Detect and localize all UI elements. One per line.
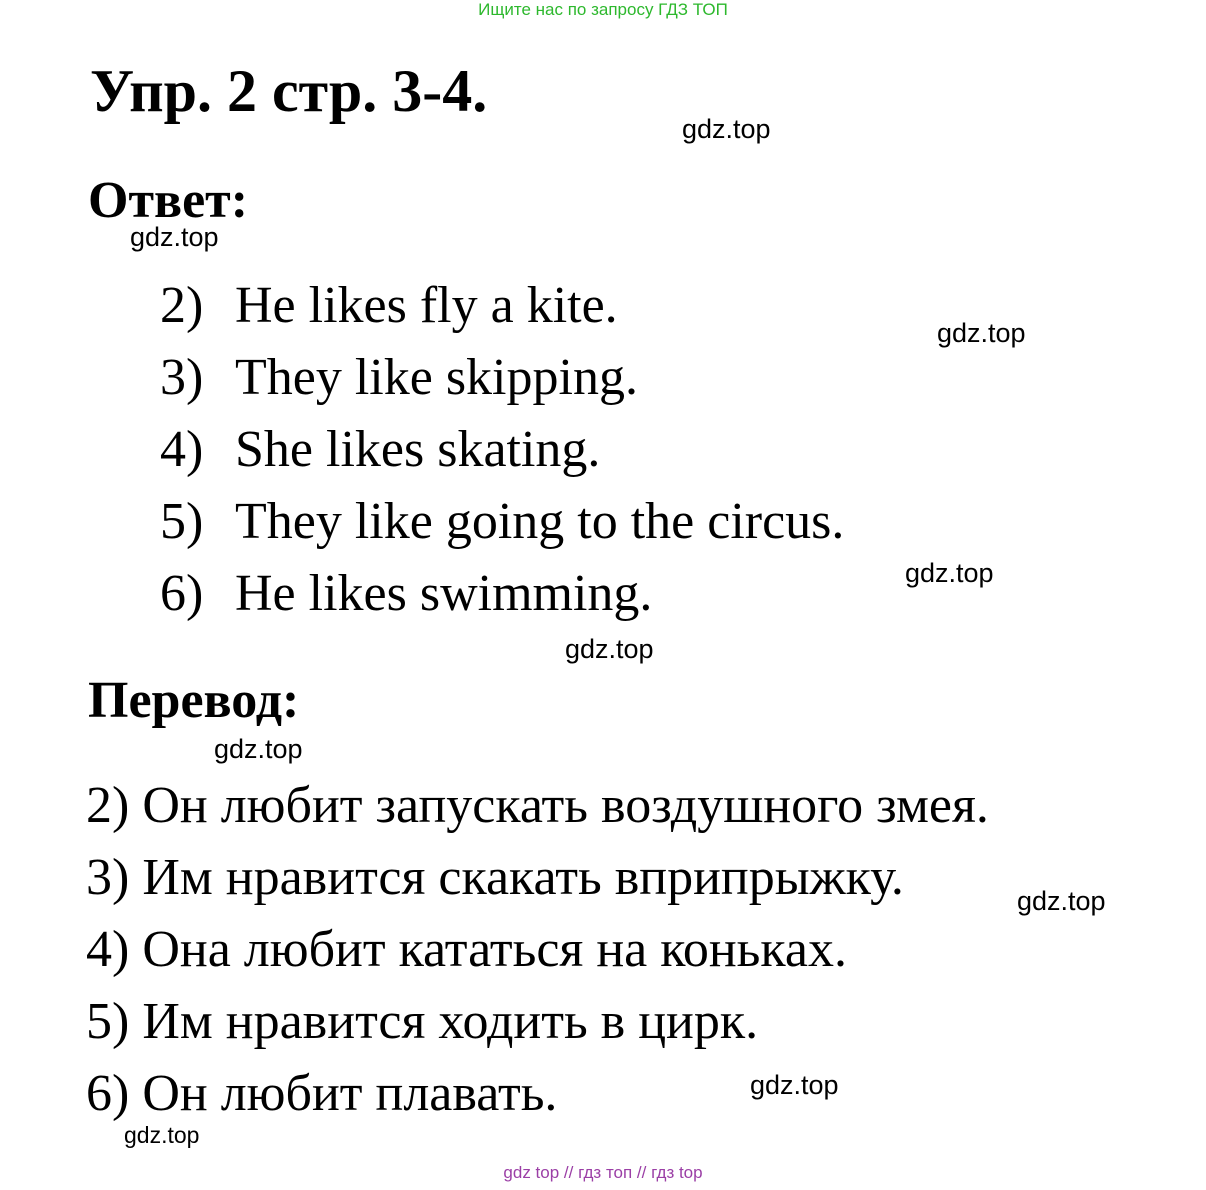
translation-heading: Перевод: [88,672,300,729]
answer-heading: Ответ: [88,172,249,229]
answer-text: They like skipping. [235,349,638,406]
answer-item [160,276,844,348]
answer-item [160,420,844,492]
answer-text: She likes skating. [235,421,601,478]
page-title: Упр. 2 стр. 3-4. [90,58,488,124]
watermark: gdz.top [214,734,303,764]
watermark: gdz.top [905,558,994,588]
answer-number: 3) [160,349,204,406]
answer-number: 5) [160,493,204,550]
translation-item: 2) Он любит запускать воздушного змея. [86,777,989,834]
watermark: gdz.top [937,318,1026,348]
answer-item [160,492,844,564]
watermark: gdz.top [130,222,219,252]
watermark: gdz.top [750,1070,839,1100]
translation-item: 5) Им нравится ходить в цирк. [86,993,759,1050]
translation-item: 6) Он любит плавать. [86,1065,558,1122]
answer-text: They like going to the circus. [235,493,845,550]
translation-list [86,774,989,1134]
answer-item [160,348,844,420]
watermark: gdz.top [1017,886,1106,916]
watermark: gdz.top [682,114,771,144]
top-banner[interactable]: Ищите нас по запросу ГДЗ ТОП [478,0,728,19]
answer-number: 2) [160,277,204,334]
translation-item: 3) Им нравится скакать вприпрыжку. [86,849,904,906]
translation-item: 4) Она любит кататься на коньках. [86,921,847,978]
footer-links[interactable]: gdz top // гдз топ // гдз top [503,1163,703,1182]
watermark: gdz.top [124,1122,200,1148]
answer-text: He likes swimming. [235,565,653,622]
answer-item [160,564,844,636]
answer-list [160,276,844,636]
watermark: gdz.top [565,634,654,664]
answer-number: 6) [160,565,204,622]
answer-text: He likes fly a kite. [235,277,618,334]
answer-number: 4) [160,421,204,478]
